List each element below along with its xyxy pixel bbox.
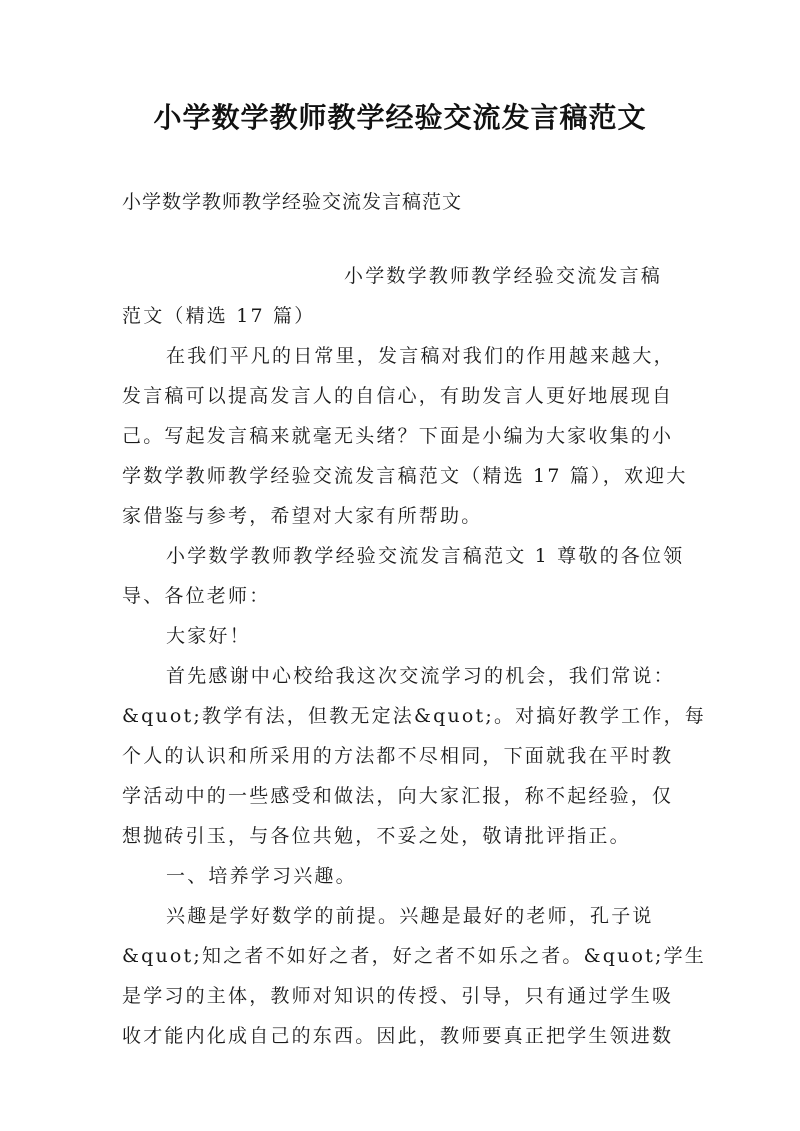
document-body [122,256,706,1056]
text-line: 家借鉴与参考，希望对大家有所帮助。 [122,505,483,527]
text-line: 是学习的主体，教师对知识的传授、引导，只有通过学生吸 [122,985,674,1007]
text-line: 想抛砖引玉，与各位共勉，不妥之处，敬请批评指正。 [122,825,631,847]
text-line: 学活动中的一些感受和做法，向大家汇报，称不起经验，仅 [122,785,674,807]
text-line: 大家好！ [166,625,251,647]
text-line: &quot;教学有法，但教无定法&quot;。对搞好教学工作，每 [122,705,706,727]
text-line: 小学数学教师教学经验交流发言稿 [344,265,663,287]
text-line: 导、各位老师： [122,585,271,607]
text-line: 收才能内化成自己的东西。因此，教师要真正把学生领进数 [122,1025,674,1047]
text-line: 在我们平凡的日常里，发言稿对我们的作用越来越大， [166,345,675,367]
text-line: &quot;知之者不如好之者，好之者不如乐之者。&quot;学生 [122,945,706,967]
text-line: 首先感谢中心校给我这次交流学习的机会，我们常说： [166,665,675,687]
document-title: 小学数学教师教学经验交流发言稿范文 [153,101,647,134]
text-line: 范文（精选 17 篇） [122,305,316,327]
text-line: 发言稿可以提高发言人的自信心，有助发言人更好地展现自 [122,385,674,407]
text-line: 兴趣是学好数学的前提。兴趣是最好的老师，孔子说 [166,905,654,927]
text-line: 个人的认识和所采用的方法都不尽相同，下面就我在平时教 [122,745,674,767]
text-line: 学数学教师教学经验交流发言稿范文（精选 17 篇），欢迎大 [122,465,688,487]
document-subtitle: 小学数学教师教学经验交流发言稿范文 [122,191,463,213]
text-line: 己。写起发言稿来就毫无头绪？下面是小编为大家收集的小 [122,425,674,447]
text-line: 一、培养学习兴趣。 [166,865,357,887]
text-line: 小学数学教师教学经验交流发言稿范文 1 尊敬的各位领 [166,545,685,567]
